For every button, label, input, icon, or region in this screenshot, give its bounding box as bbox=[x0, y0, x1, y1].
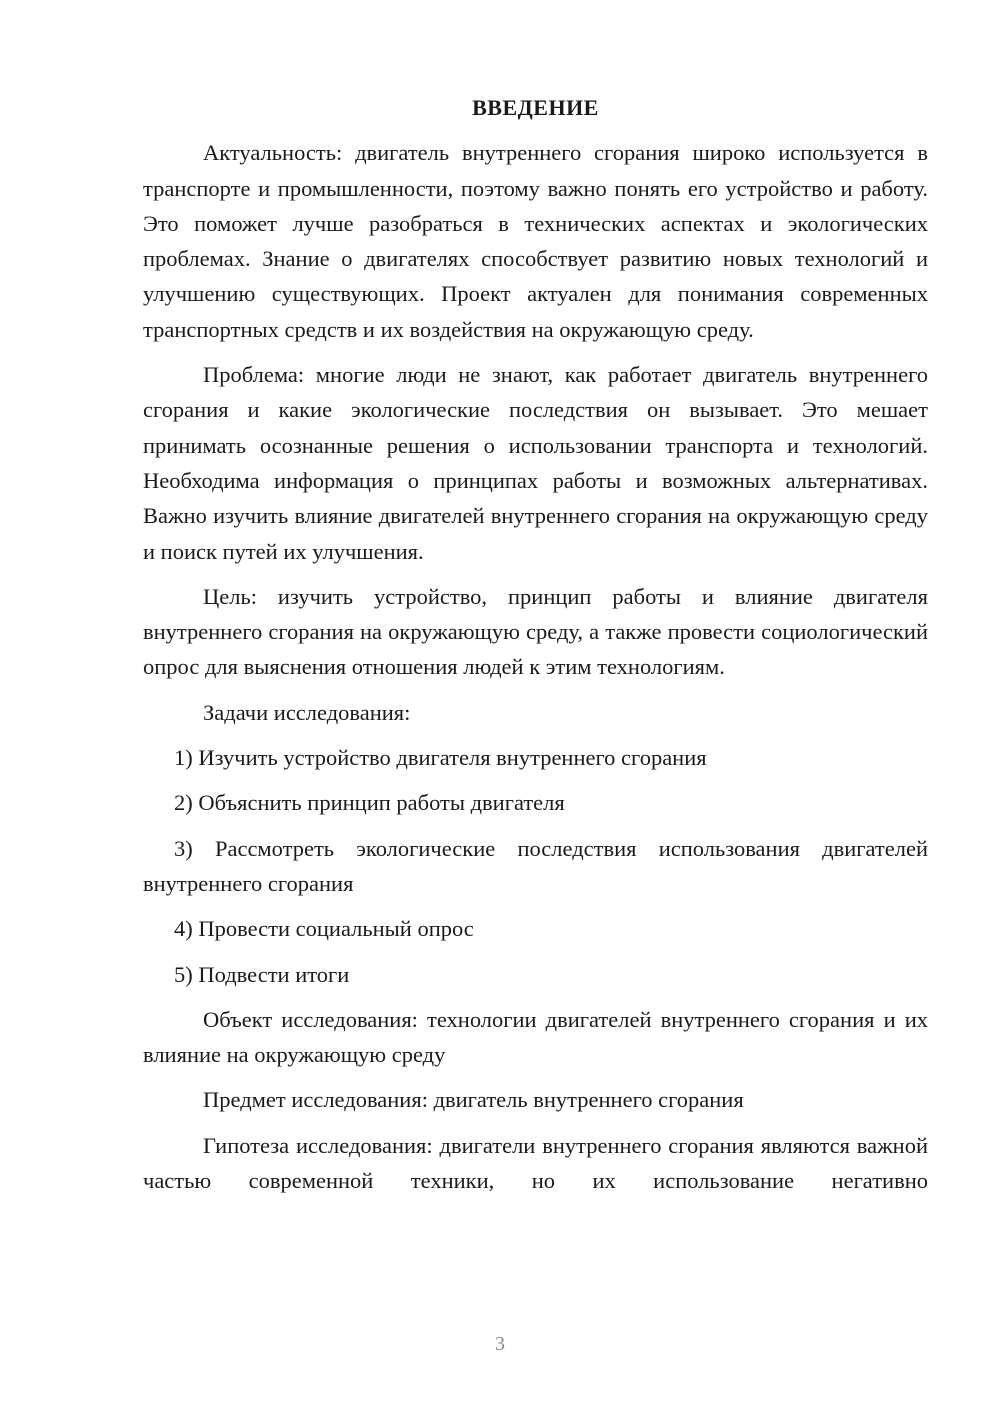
task-item-2: 2) Объяснить принцип работы двигателя bbox=[174, 790, 565, 816]
task-item-4: 4) Провести социальный опрос bbox=[174, 916, 474, 942]
section-title: ВВЕДЕНИЕ bbox=[472, 95, 599, 120]
problem-paragraph: Проблема: многие люди не знают, как работает двигатель внутреннего сгорания и какие экологические последствия он вызывает. Это мешает принимать осознанные решения о использовании транспорта и технологий. Необходима информация о принципах работы и возможных альтернативах. Важно изучить влияние двигателей внутреннего сгорания на окружающую среду и поиск путей их улучшения. bbox=[143, 362, 928, 564]
page-number: 3 bbox=[495, 1333, 505, 1355]
task-item-1: 1) Изучить устройство двигателя внутреннего сгорания bbox=[174, 745, 707, 771]
object-paragraph: Объект исследования: технологии двигателей внутреннего сгорания и их влияние на окружающую среду bbox=[143, 1006, 928, 1068]
goal-paragraph: Цель: изучить устройство, принцип работы и влияние двигателя внутреннего сгорания на окружающую среду, а также провести социологический опрос для выяснения отношения людей к этим технологиям. bbox=[143, 583, 928, 680]
hypothesis-paragraph: Гипотеза исследования: двигатели внутреннего сгорания являются важной частью современной техники, но их использование негативно bbox=[143, 1132, 928, 1194]
subject-paragraph: Предмет исследования: двигатель внутреннего сгорания bbox=[203, 1087, 744, 1113]
task-item-3: 3) Рассмотреть экологические последствия использования двигателей внутреннего сгорания bbox=[143, 835, 928, 896]
tasks-heading: Задачи исследования: bbox=[203, 699, 411, 725]
relevance-paragraph: Актуальность: двигатель внутреннего сгорания широко используется в транспорте и промышленности, поэтому важно понять его устройство и работу. Это поможет лучше разобраться в технических аспектах и экологических проблемах. Знание о двигателях способствует развитию новых технологий и улучшению существующих. Проект актуален для понимания современных транспортных средств и их воздействия на окружающую среду. bbox=[143, 140, 928, 342]
task-item-5: 5) Подвести итоги bbox=[174, 961, 350, 987]
document-page bbox=[143, 90, 928, 1198]
